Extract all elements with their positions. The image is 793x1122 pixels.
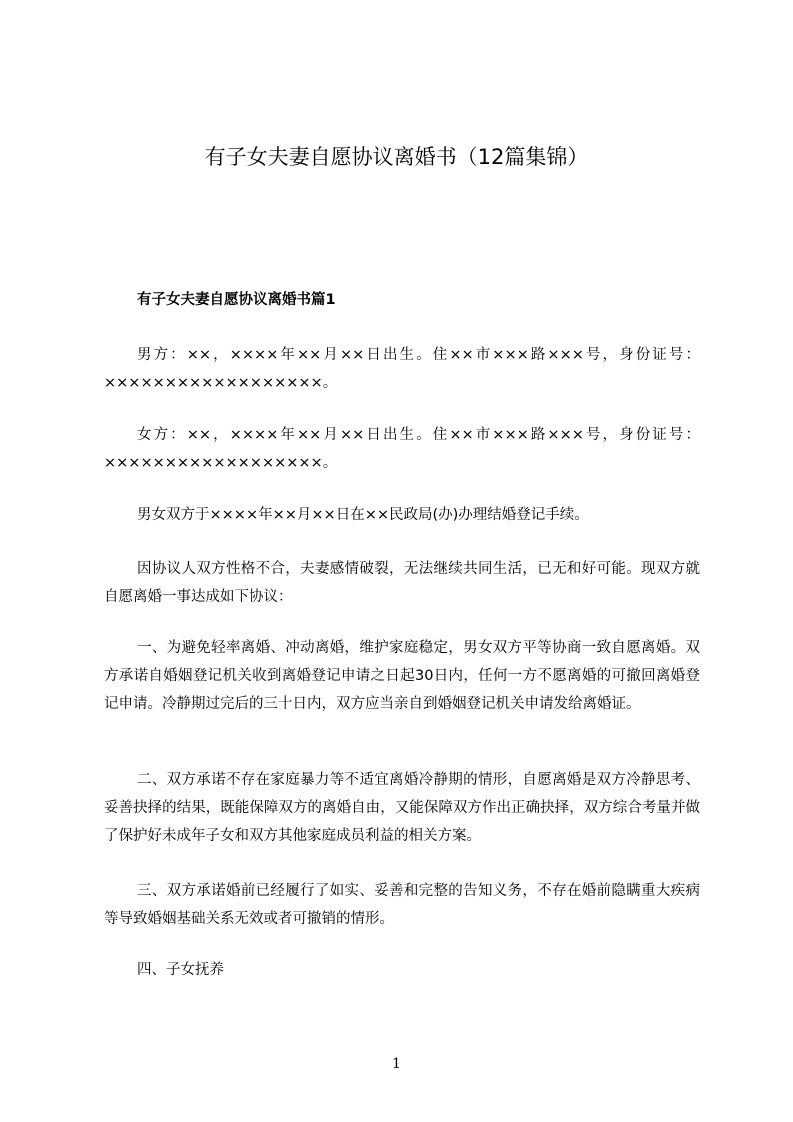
paragraph-female-party: 女方：××，××××年××月××日出生。住××市×××路×××号，身份证号：××××××××××××××××××。	[104, 427, 700, 471]
paragraph-clause-1: 一、为避免轻率离婚、冲动离婚，维护家庭稳定，男女双方平等协商一致自愿离婚。双方承诺自婚姻登记机关收到离婚登记申请之日起30日内，任何一方不愿离婚的可撤回离婚登记申请。冷静期过完后的三十日内，双方应当亲自到婚姻登记机关申请发给离婚证。	[104, 640, 700, 712]
paragraph-clause-3: 三、双方承诺婚前已经履行了如实、妥善和完整的告知义务，不存在婚前隐瞒重大疾病等导致婚姻基础关系无效或者可撤销的情形。	[104, 883, 700, 927]
paragraph-clause-4-heading: 四、子女抚养	[137, 962, 224, 978]
paragraph-clause-2: 二、双方承诺不存在家庭暴力等不适宜离婚冷静期的情形，自愿离婚是双方冷静思考、妥善抉择的结果，既能保障双方的离婚自由，又能保障双方作出正确抉择，双方综合考量并做了保护好未成年子女和双方其他家庭成员利益的相关方案。	[104, 772, 700, 844]
paragraph-male-party: 男方：××，××××年××月××日出生。住××市×××路×××号，身份证号：××××××××××××××××××。	[104, 347, 700, 391]
document-title: 有子女夫妻自愿协议离婚书（12篇集锦）	[204, 145, 589, 169]
paragraph-divorce-reason: 因协议人双方性格不合，夫妻感情破裂，无法继续共同生活，已无和好可能。现双方就自愿离婚一事达成如下协议：	[104, 561, 700, 605]
section-heading: 有子女夫妻自愿协议离婚书篇1	[137, 292, 336, 308]
paragraph-marriage-registration: 男女双方于××××年××月××日在××民政局(办)办理结婚登记手续。	[137, 507, 589, 523]
page-number: 1	[392, 1056, 401, 1072]
